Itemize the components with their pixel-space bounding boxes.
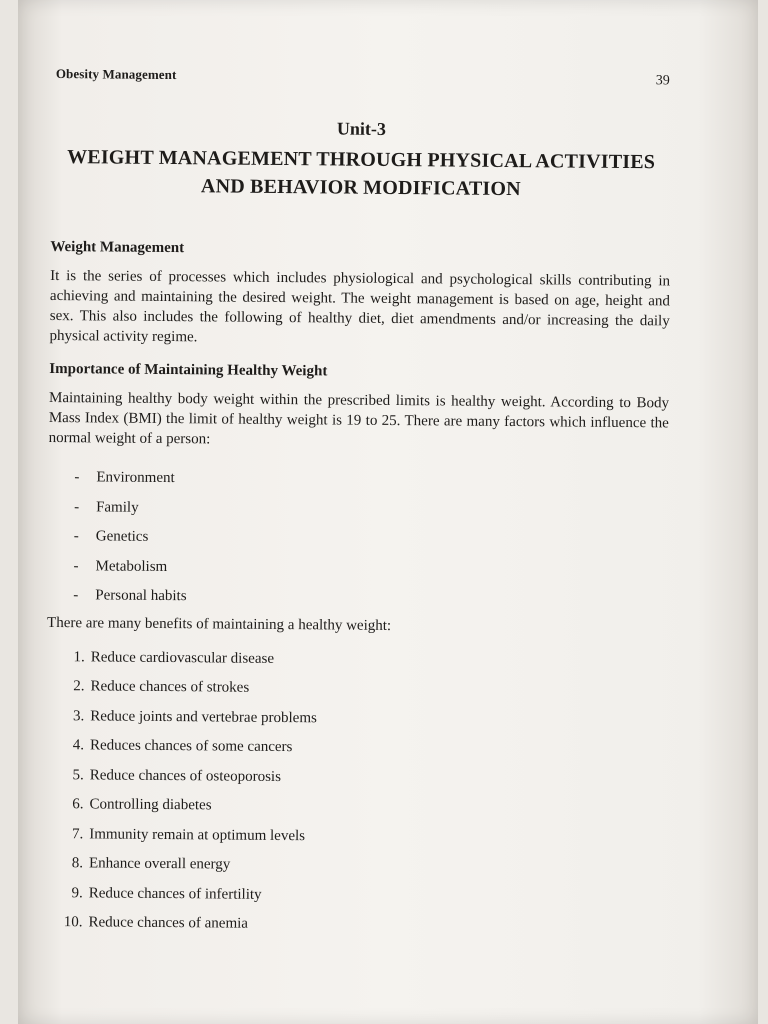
- list-item-text: Enhance overall energy: [88, 855, 231, 873]
- list-item-text: Reduce joints and vertebrae problems: [90, 708, 317, 727]
- list-bullet: -: [74, 469, 80, 486]
- factors-list: [47, 463, 668, 616]
- list-item: [47, 581, 667, 616]
- section-heading-weight-management: Weight Management: [50, 238, 185, 257]
- list-item: [44, 908, 664, 943]
- list-number: 3.: [72, 707, 85, 725]
- list-item-text: Reduces chances of some cancers: [89, 737, 293, 756]
- benefits-intro: There are many benefits of maintaining a healthy weight:: [47, 614, 392, 634]
- list-item-text: Controlling diabetes: [89, 796, 212, 814]
- document-page: [18, 0, 758, 1024]
- running-header: [52, 60, 672, 91]
- list-item-text: Reduce chances of anemia: [88, 914, 249, 932]
- chapter-title-line-1: WEIGHT MANAGEMENT THROUGH PHYSICAL ACTIVITIES: [67, 146, 656, 174]
- list-number: 9.: [71, 884, 83, 902]
- list-number: 1.: [73, 648, 85, 666]
- list-number: 4.: [72, 737, 85, 754]
- chapter-title-line-2: AND BEHAVIOR MODIFICATION: [200, 175, 521, 201]
- weight-management-paragraph: It is the series of processes which includes physiological and psychological skills contributing in achieving and maintaining the desired weight. The weight management is based on age, height and sex. This also includes the following of healthy diet, diet amendments and/or increasing the daily physical activity regime.: [49, 267, 671, 346]
- section-heading-healthy-weight: Importance of Maintaining Healthy Weight: [49, 360, 328, 380]
- list-item-text: Reduce chances of osteoporosis: [89, 767, 282, 785]
- list-item-text: Environment: [96, 469, 175, 487]
- unit-title: Unit-3: [336, 118, 386, 139]
- list-number: 10.: [63, 914, 83, 931]
- list-item-text: Immunity remain at optimum levels: [89, 826, 306, 844]
- healthy-weight-paragraph: Maintaining healthy body weight within the prescribed limits is healthy weight. According to Body Mass Index (BMI) the limit of healthy weight is 19 to 25. There are many factors which influence the normal weight of a person:: [48, 389, 670, 448]
- list-item-text: Personal habits: [95, 587, 187, 605]
- list-bullet: -: [73, 587, 79, 604]
- list-item-text: Reduce chances of infertility: [88, 885, 262, 903]
- list-number: 8.: [71, 855, 84, 872]
- list-bullet: -: [73, 557, 79, 575]
- list-number: 7.: [71, 825, 84, 843]
- benefits-list: [44, 642, 667, 942]
- page-number: 39: [655, 73, 670, 89]
- list-number: 5.: [72, 766, 84, 784]
- page-content: [44, 60, 672, 943]
- header-book-title: Obesity Management: [55, 66, 177, 83]
- list-item-text: Family: [96, 499, 139, 516]
- chapter-title: [51, 143, 671, 204]
- list-number: 2.: [73, 678, 85, 695]
- list-item-text: Reduce cardiovascular disease: [90, 649, 275, 667]
- list-bullet: -: [74, 498, 80, 516]
- list-number: 6.: [72, 796, 84, 813]
- list-item-text: Genetics: [95, 528, 149, 546]
- list-item-text: Reduce chances of strokes: [90, 678, 250, 696]
- list-item-text: Metabolism: [95, 558, 168, 575]
- list-bullet: -: [73, 528, 79, 545]
